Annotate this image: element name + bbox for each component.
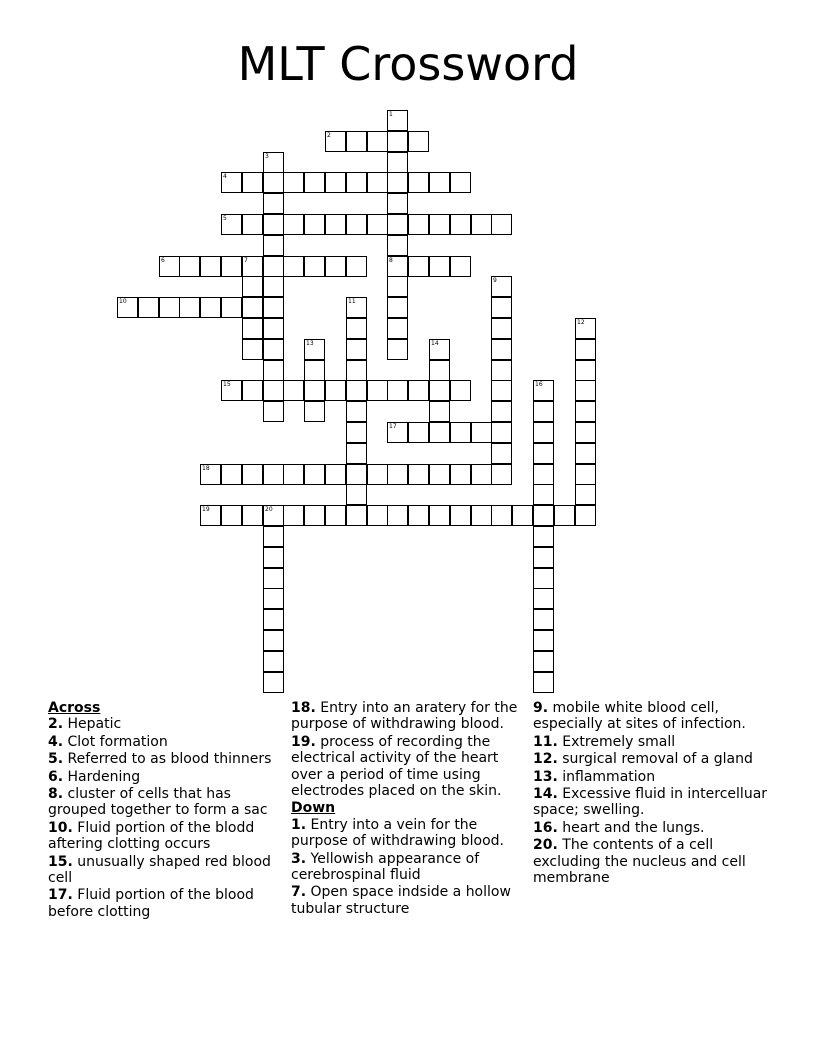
grid-cell[interactable]	[533, 484, 554, 505]
cell-number: 5	[223, 215, 227, 222]
grid-cell[interactable]	[263, 464, 284, 485]
cell-number: 19	[202, 506, 210, 513]
grid-cell[interactable]	[408, 214, 429, 235]
clues-column-1	[48, 700, 284, 921]
clues-column-2	[291, 700, 529, 918]
grid-cell[interactable]	[387, 339, 408, 360]
grid-cell[interactable]	[159, 297, 180, 318]
grid-cell[interactable]	[346, 484, 367, 505]
across-clue	[48, 820, 284, 853]
clues-column-3	[533, 700, 773, 887]
grid-cell[interactable]	[450, 464, 471, 485]
grid-cell[interactable]	[263, 256, 284, 277]
grid-cell[interactable]	[263, 401, 284, 422]
grid-cell[interactable]	[304, 360, 325, 381]
across-clue	[291, 700, 529, 733]
grid-cell[interactable]	[429, 339, 450, 360]
grid-cell[interactable]	[429, 464, 450, 485]
clue-number: 3.	[291, 850, 307, 867]
grid-cell[interactable]	[221, 214, 242, 235]
page-title: MLT Crossword	[237, 37, 579, 91]
grid-cell[interactable]	[242, 214, 263, 235]
clue-number: 9.	[533, 700, 549, 716]
grid-cell[interactable]	[263, 505, 284, 526]
down-clue	[533, 751, 773, 767]
cell-number: 15	[223, 381, 231, 388]
clue-number: 18.	[291, 700, 316, 716]
grid-cell[interactable]	[221, 256, 242, 277]
grid-cell[interactable]	[408, 172, 429, 193]
grid-cell[interactable]	[221, 297, 242, 318]
grid-cell[interactable]	[263, 568, 284, 589]
grid-cell[interactable]	[242, 339, 263, 360]
clue-text: Yellowish appearance of cerebrospinal fluid	[291, 850, 480, 884]
clue-number: 5.	[48, 751, 64, 768]
grid-cell[interactable]	[429, 172, 450, 193]
grid-cell[interactable]	[491, 360, 512, 381]
down-heading: Down	[291, 800, 336, 817]
grid-cell[interactable]	[242, 464, 263, 485]
grid-cell[interactable]	[346, 443, 367, 464]
down-clue	[291, 851, 529, 884]
grid-cell[interactable]	[408, 131, 429, 152]
clue-text: Referred to as blood thinners	[63, 751, 272, 768]
clue-number: 17.	[48, 887, 73, 904]
grid-cell[interactable]	[242, 318, 263, 339]
clue-text: The contents of a cell excluding the nucleus and cell membrane	[533, 837, 746, 887]
grid-cell[interactable]	[387, 193, 408, 214]
grid-cell[interactable]	[346, 131, 367, 152]
clue-text: Hepatic	[63, 716, 122, 733]
grid-cell[interactable]	[533, 547, 554, 568]
clue-text: unusually shaped red blood cell	[48, 853, 271, 887]
grid-cell[interactable]	[554, 505, 575, 526]
grid-cell[interactable]	[450, 422, 471, 443]
grid-cell[interactable]	[387, 276, 408, 297]
cell-number: 2	[327, 132, 331, 139]
grid-cell[interactable]	[242, 297, 263, 318]
clue-number: 4.	[48, 733, 64, 750]
grid-cell[interactable]	[387, 152, 408, 173]
grid-cell[interactable]	[283, 256, 304, 277]
grid-cell[interactable]	[325, 214, 346, 235]
grid-cell[interactable]	[325, 172, 346, 193]
down-clue	[291, 817, 529, 850]
grid-cell[interactable]	[263, 193, 284, 214]
grid-cell[interactable]	[491, 401, 512, 422]
grid-cell[interactable]	[450, 214, 471, 235]
clue-number: 11.	[533, 733, 558, 750]
grid-cell[interactable]	[221, 172, 242, 193]
grid-cell[interactable]	[283, 172, 304, 193]
grid-cell[interactable]	[387, 318, 408, 339]
grid-cell[interactable]	[367, 172, 388, 193]
grid-cell[interactable]	[304, 214, 325, 235]
grid-cell[interactable]	[575, 401, 596, 422]
grid-cell[interactable]	[512, 505, 533, 526]
grid-cell[interactable]	[221, 464, 242, 485]
grid-cell[interactable]	[429, 256, 450, 277]
grid-cell[interactable]	[242, 505, 263, 526]
clue-text: Fluid portion of the blodd aftering clotting occurs	[48, 819, 255, 853]
grid-cell[interactable]	[471, 214, 492, 235]
grid-cell[interactable]	[533, 422, 554, 443]
grid-cell[interactable]	[179, 297, 200, 318]
grid-cell[interactable]	[429, 505, 450, 526]
grid-cell[interactable]	[450, 256, 471, 277]
grid-cell[interactable]	[408, 464, 429, 485]
clue-text: Extremely small	[557, 733, 676, 750]
clue-text: cluster of cells that has grouped together to form a sac	[48, 786, 268, 819]
grid-cell[interactable]	[346, 214, 367, 235]
clue-text: Open space indside a hollow tubular structure	[291, 884, 511, 917]
grid-cell[interactable]	[575, 484, 596, 505]
grid-cell[interactable]	[346, 297, 367, 318]
grid-cell[interactable]	[346, 339, 367, 360]
down-clue	[533, 820, 773, 836]
grid-cell[interactable]	[533, 464, 554, 485]
down-clue	[533, 769, 773, 785]
grid-cell[interactable]	[263, 547, 284, 568]
grid-cell[interactable]	[575, 360, 596, 381]
across-clue	[48, 887, 284, 920]
grid-cell[interactable]	[325, 380, 346, 401]
grid-cell[interactable]	[263, 630, 284, 651]
clue-text: Excessive fluid in intercelluar space; swelling.	[533, 786, 768, 819]
down-clue-list	[291, 817, 529, 917]
cell-number: 16	[535, 381, 543, 388]
grid-cell[interactable]	[471, 422, 492, 443]
clue-text: Clot formation	[63, 733, 168, 750]
grid-cell[interactable]	[533, 588, 554, 609]
grid-cell[interactable]	[200, 464, 221, 485]
across-clue	[48, 854, 284, 887]
grid-cell[interactable]	[325, 464, 346, 485]
grid-cell[interactable]	[263, 214, 284, 235]
grid-cell[interactable]	[367, 380, 388, 401]
clue-number: 10.	[48, 819, 73, 836]
grid-cell[interactable]	[387, 110, 408, 131]
grid-cell[interactable]	[533, 630, 554, 651]
clue-number: 14.	[533, 786, 558, 803]
grid-cell[interactable]	[346, 464, 367, 485]
grid-cell[interactable]	[491, 214, 512, 235]
clue-number: 1.	[291, 816, 307, 833]
grid-cell[interactable]	[533, 401, 554, 422]
clue-number: 8.	[48, 786, 64, 803]
down-clue	[533, 700, 773, 733]
grid-cell[interactable]	[387, 172, 408, 193]
clue-text: heart and the lungs.	[557, 819, 705, 836]
grid-cell[interactable]	[346, 422, 367, 443]
grid-cell[interactable]	[304, 172, 325, 193]
cell-number: 14	[431, 340, 439, 347]
across-clue	[291, 734, 529, 800]
clue-number: 7.	[291, 884, 307, 901]
grid-cell[interactable]	[304, 339, 325, 360]
grid-cell[interactable]	[263, 526, 284, 547]
grid-cell[interactable]	[575, 318, 596, 339]
grid-cell[interactable]	[533, 651, 554, 672]
grid-cell[interactable]	[304, 256, 325, 277]
grid-cell[interactable]	[491, 464, 512, 485]
cell-number: 10	[119, 298, 127, 305]
grid-cell[interactable]	[263, 339, 284, 360]
grid-cell[interactable]	[263, 318, 284, 339]
grid-cell[interactable]	[263, 152, 284, 173]
clue-text: process of recording the electrical activity of the heart over a period of time using electrodes placed on the skin.	[291, 733, 502, 800]
cell-number: 3	[265, 153, 269, 160]
across-clue	[48, 751, 284, 767]
grid-cell[interactable]	[575, 380, 596, 401]
grid-cell[interactable]	[450, 380, 471, 401]
cell-number: 20	[265, 506, 273, 513]
grid-cell[interactable]	[491, 339, 512, 360]
across-clue-list-continued	[291, 700, 529, 799]
grid-cell[interactable]	[346, 360, 367, 381]
grid-cell[interactable]	[325, 256, 346, 277]
grid-cell[interactable]	[367, 464, 388, 485]
cell-number: 17	[389, 423, 397, 430]
grid-cell[interactable]	[575, 443, 596, 464]
grid-cell[interactable]	[200, 297, 221, 318]
across-clue-list	[48, 716, 284, 920]
cell-number: 18	[202, 465, 210, 472]
grid-cell[interactable]	[367, 214, 388, 235]
cell-number: 11	[348, 298, 356, 305]
grid-cell[interactable]	[491, 505, 512, 526]
across-clue	[48, 716, 284, 732]
grid-cell[interactable]	[263, 672, 284, 693]
grid-cell[interactable]	[283, 505, 304, 526]
grid-cell[interactable]	[408, 256, 429, 277]
grid-cell[interactable]	[283, 214, 304, 235]
grid-cell[interactable]	[242, 380, 263, 401]
down-clue	[533, 734, 773, 750]
grid-cell[interactable]	[304, 505, 325, 526]
grid-cell[interactable]	[263, 651, 284, 672]
grid-cell[interactable]	[283, 464, 304, 485]
grid-cell[interactable]	[179, 256, 200, 277]
grid-cell[interactable]	[575, 339, 596, 360]
across-clue	[48, 769, 284, 785]
clue-number: 12.	[533, 751, 558, 768]
grid-cell[interactable]	[346, 401, 367, 422]
clue-text: mobile white blood cell, especially at sites of infection.	[533, 700, 746, 733]
grid-cell[interactable]	[450, 172, 471, 193]
cell-number: 13	[306, 340, 314, 347]
clue-number: 2.	[48, 716, 64, 733]
clue-text: inflammation	[557, 768, 656, 785]
grid-cell[interactable]	[263, 172, 284, 193]
cell-number: 7	[244, 257, 248, 264]
across-heading: Across	[48, 700, 101, 716]
clue-text: Entry into an aratery for the purpose of withdrawing blood.	[291, 700, 518, 733]
grid-cell[interactable]	[221, 380, 242, 401]
down-clue-list-continued	[533, 700, 773, 886]
clue-number: 16.	[533, 819, 558, 836]
grid-cell[interactable]	[242, 276, 263, 297]
clue-number: 20.	[533, 837, 558, 854]
grid-cell[interactable]	[263, 235, 284, 256]
grid-cell[interactable]	[575, 422, 596, 443]
grid-cell[interactable]	[408, 380, 429, 401]
grid-cell[interactable]	[325, 505, 346, 526]
grid-cell[interactable]	[387, 464, 408, 485]
grid-cell[interactable]	[450, 505, 471, 526]
grid-cell[interactable]	[533, 568, 554, 589]
grid-cell[interactable]	[429, 401, 450, 422]
clue-text: Entry into a vein for the purpose of withdrawing blood.	[291, 816, 504, 850]
grid-cell[interactable]	[533, 443, 554, 464]
grid-cell[interactable]	[429, 422, 450, 443]
grid-cell[interactable]	[491, 380, 512, 401]
grid-cell[interactable]	[263, 380, 284, 401]
grid-cell[interactable]	[533, 380, 554, 401]
down-clue	[533, 837, 773, 886]
clue-text: Fluid portion of the blood before clotting	[48, 887, 254, 920]
grid-cell[interactable]	[263, 360, 284, 381]
grid-cell[interactable]	[263, 588, 284, 609]
grid-cell[interactable]	[263, 297, 284, 318]
grid-cell[interactable]	[367, 505, 388, 526]
cell-number: 12	[577, 319, 585, 326]
grid-cell[interactable]	[387, 297, 408, 318]
grid-cell[interactable]	[221, 505, 242, 526]
grid-cell[interactable]	[387, 256, 408, 277]
clue-number: 19.	[291, 733, 316, 750]
grid-cell[interactable]	[533, 672, 554, 693]
grid-cell[interactable]	[304, 464, 325, 485]
cell-number: 9	[493, 277, 497, 284]
grid-cell[interactable]	[408, 422, 429, 443]
clue-text: surgical removal of a gland	[557, 751, 753, 768]
grid-cell[interactable]	[346, 318, 367, 339]
clue-number: 15.	[48, 853, 73, 870]
grid-cell[interactable]	[429, 214, 450, 235]
grid-cell[interactable]	[387, 505, 408, 526]
grid-cell[interactable]	[304, 401, 325, 422]
grid-cell[interactable]	[387, 131, 408, 152]
clue-number: 13.	[533, 768, 558, 785]
grid-cell[interactable]	[346, 256, 367, 277]
grid-cell[interactable]	[429, 380, 450, 401]
cell-number: 6	[161, 257, 165, 264]
grid-cell[interactable]	[533, 609, 554, 630]
grid-cell[interactable]	[387, 380, 408, 401]
grid-cell[interactable]	[387, 214, 408, 235]
grid-cell[interactable]	[242, 172, 263, 193]
grid-cell[interactable]	[387, 422, 408, 443]
grid-cell[interactable]	[304, 380, 325, 401]
clue-text: Hardening	[63, 768, 141, 785]
grid-cell[interactable]	[117, 297, 138, 318]
cell-number: 8	[389, 257, 393, 264]
grid-cell[interactable]	[471, 464, 492, 485]
grid-cell[interactable]	[138, 297, 159, 318]
down-clue	[291, 884, 529, 917]
grid-cell[interactable]	[491, 318, 512, 339]
cell-number: 1	[389, 111, 393, 118]
grid-cell[interactable]	[283, 380, 304, 401]
grid-cell[interactable]	[429, 360, 450, 381]
grid-cell[interactable]	[200, 505, 221, 526]
grid-cell[interactable]	[242, 256, 263, 277]
grid-cell[interactable]	[346, 172, 367, 193]
grid-cell[interactable]	[200, 256, 221, 277]
down-clue	[533, 786, 773, 819]
grid-cell[interactable]	[346, 505, 367, 526]
grid-cell[interactable]	[408, 505, 429, 526]
grid-cell[interactable]	[346, 380, 367, 401]
grid-cell[interactable]	[159, 256, 180, 277]
grid-cell[interactable]	[575, 464, 596, 485]
across-clue	[48, 786, 284, 819]
grid-cell[interactable]	[491, 443, 512, 464]
grid-cell[interactable]	[491, 276, 512, 297]
grid-cell[interactable]	[533, 505, 554, 526]
cell-number: 4	[223, 173, 227, 180]
grid-cell[interactable]	[575, 505, 596, 526]
grid-cell[interactable]	[533, 526, 554, 547]
across-clue	[48, 734, 284, 750]
grid-cell[interactable]	[263, 276, 284, 297]
grid-cell[interactable]	[387, 235, 408, 256]
grid-cell[interactable]	[263, 609, 284, 630]
grid-cell[interactable]	[491, 422, 512, 443]
grid-cell[interactable]	[325, 131, 346, 152]
clue-number: 6.	[48, 768, 64, 785]
grid-cell[interactable]	[491, 297, 512, 318]
grid-cell[interactable]	[471, 505, 492, 526]
grid-cell[interactable]	[367, 131, 388, 152]
